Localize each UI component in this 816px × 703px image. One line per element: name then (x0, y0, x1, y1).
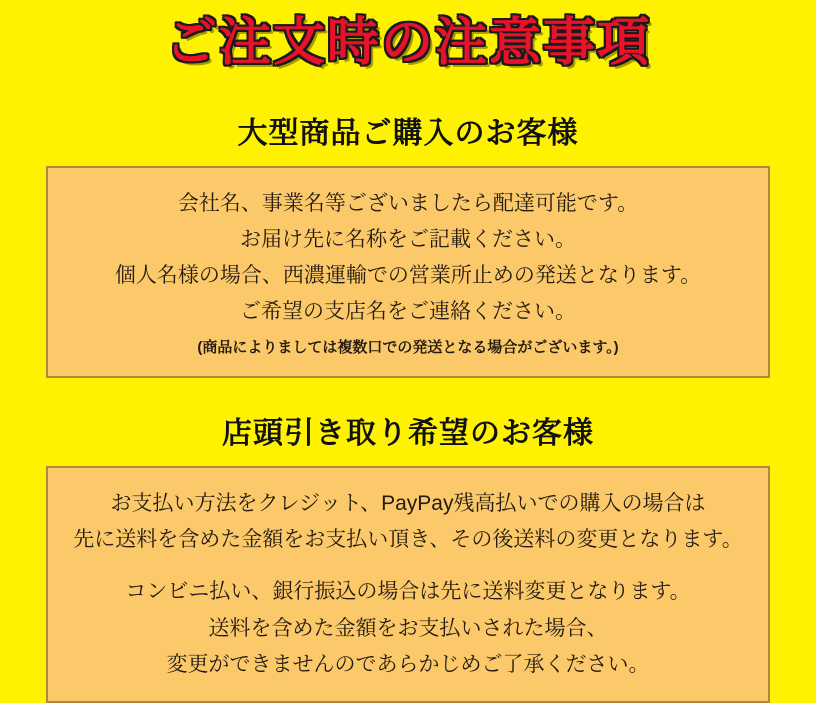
info-line: 個人名様の場合、西濃運輸での営業所止めの発送となります。 (114, 264, 702, 288)
page-title: ご注文時の注意事項 (164, 14, 651, 72)
info-line: お届け先に名称をご記載ください。 (240, 227, 576, 251)
section-heading-store-pickup: 店頭引き取り希望のお客様 (222, 417, 594, 451)
info-line: 会社名、事業名等ございましたら配達可能です。 (177, 191, 639, 215)
paragraph-spacer (58, 558, 758, 574)
info-line: 送料を含めた金額をお支払いされた場合、 (208, 616, 608, 640)
info-box-store-pickup (46, 466, 770, 703)
info-line: コンビニ払い、銀行振込の場合は先に送料変更となります。 (125, 580, 691, 604)
info-line: 変更ができませんのであらかじめご了承ください。 (166, 652, 650, 676)
info-line: 先に送料を含めた金額をお支払い頂き、その後送料の変更となります。 (73, 528, 743, 552)
info-note: (商品によりましては複数口での発送となる場合がございます。) (197, 339, 619, 357)
info-line: お支払い方法をクレジット、PayPay残高払いでの購入の場合は (110, 492, 706, 516)
section-heading-large-items: 大型商品ご購入のお客様 (237, 116, 579, 150)
info-box-large-items (46, 166, 770, 378)
info-line: ご希望の支店名をご連絡ください。 (240, 300, 576, 324)
